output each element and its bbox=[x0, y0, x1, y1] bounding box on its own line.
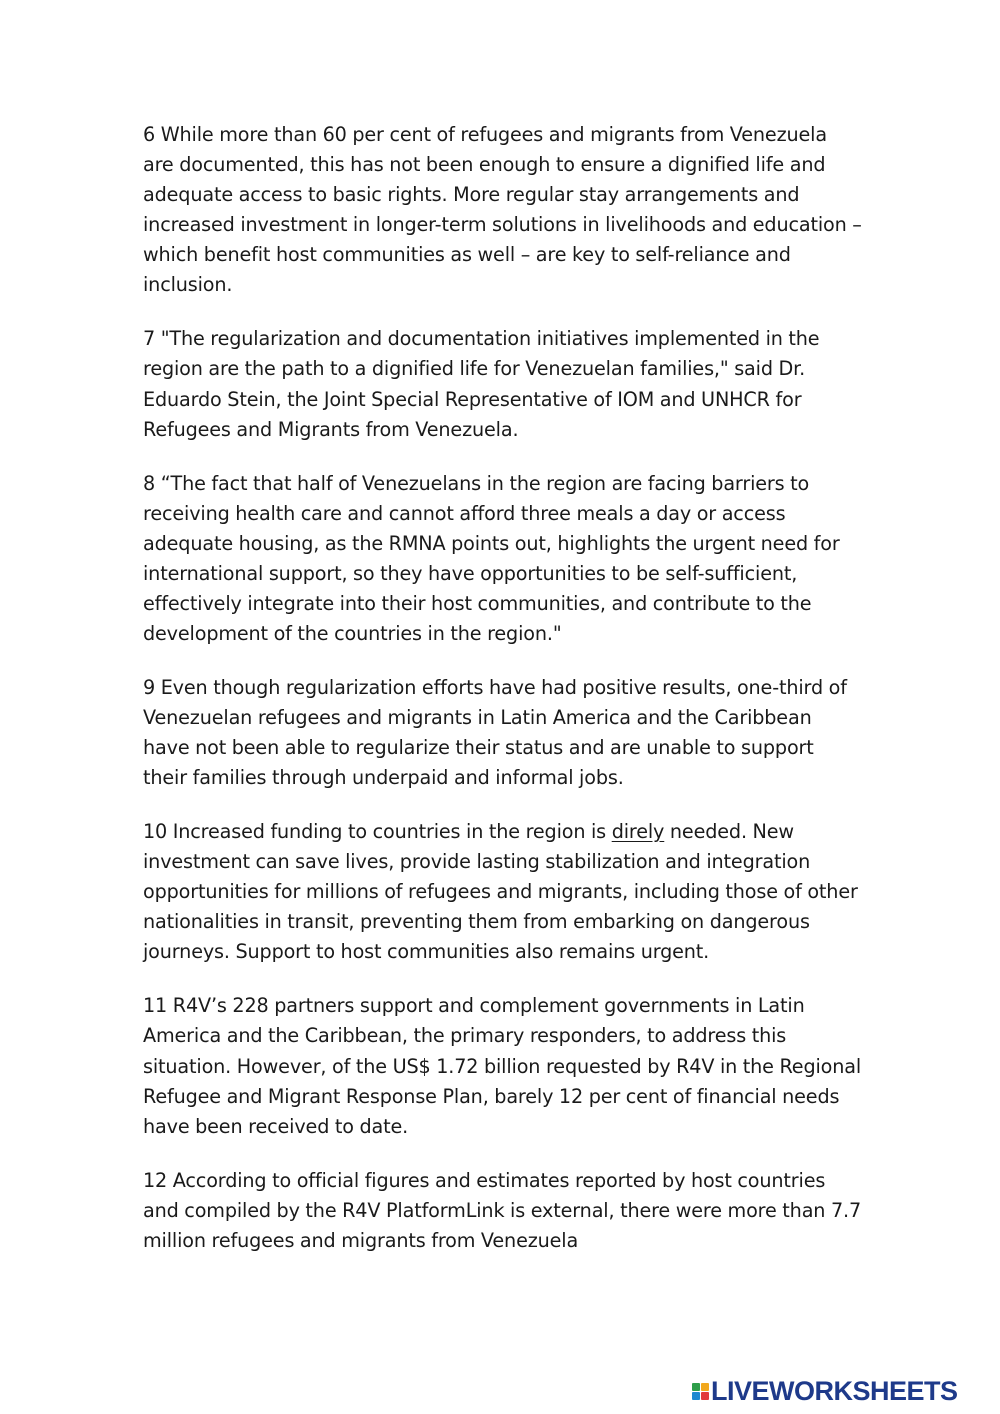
document-body bbox=[143, 120, 863, 1280]
paragraph-8: 8 “The fact that half of Venezuelans in the region are facing barriers to receiving health care and cannot afford three meals a day or access adequate housing, as the RMNA points out, highlights the urgent need for international support, so they have opportunities to be self-sufficient, effectively integrate into their host communities, and contribute to the development of the countries in the region." bbox=[143, 471, 840, 645]
paragraph-6: 6 While more than 60 per cent of refugees and migrants from Venezuela are documented, this has not been enough to ensure a dignified life and adequate access to basic rights. More regular stay arrangements and increased investment in longer-term solutions in livelihoods and education – which benefit host communities as well – are key to self-reliance and inclusion. bbox=[143, 123, 862, 297]
paragraph-11: 11 R4V’s 228 partners support and complement governments in Latin America and the Caribbean, the primary responders, to address this situation. However, of the US$ 1.72 billion requested by R4V in the Regional Refugee and Migrant Response Plan, barely 12 per cent of financial needs have been received to date. bbox=[143, 994, 862, 1138]
paragraph-10 bbox=[143, 817, 863, 967]
logo-square-green bbox=[692, 1383, 700, 1391]
paragraph-12: 12 According to official figures and estimates reported by host countries and compiled by the R4V PlatformLink is external, there were more than 7.7 million refugees and migrants from Venezuela bbox=[143, 1168, 862, 1252]
paragraph-10-end: needed. New investment can save lives, provide lasting stabilization and integration opportunities for millions of refugees and migrants, including those of other nationalities in transit, preventing them from embarking on dangerous journeys. Support to host communities also remains urgent. bbox=[143, 820, 858, 964]
logo-squares-icon bbox=[692, 1383, 709, 1400]
logo-square-red bbox=[701, 1392, 709, 1400]
logo-text: LIVEWORKSHEETS bbox=[711, 1375, 958, 1406]
underlined-word: direly bbox=[611, 820, 665, 844]
logo-square-yellow bbox=[701, 1383, 709, 1391]
paragraph-9: 9 Even though regularization efforts have had positive results, one-third of Venezuelan refugees and migrants in Latin America and the Caribbean have not been able to regularize their status and are unable to support their families through underpaid and informal jobs. bbox=[143, 675, 847, 790]
paragraph-10-start: 10 Increased funding to countries in the region is bbox=[143, 820, 612, 844]
logo-square-blue bbox=[692, 1392, 700, 1400]
paragraph-7: 7 "The regularization and documentation initiatives implemented in the region are the path to a dignified life for Venezuelan families," said Dr. Eduardo Stein, the Joint Special Representative of IOM and UNHCR for Refugees and Migrants from Venezuela. bbox=[143, 327, 820, 441]
liveworksheets-logo bbox=[692, 1376, 958, 1406]
